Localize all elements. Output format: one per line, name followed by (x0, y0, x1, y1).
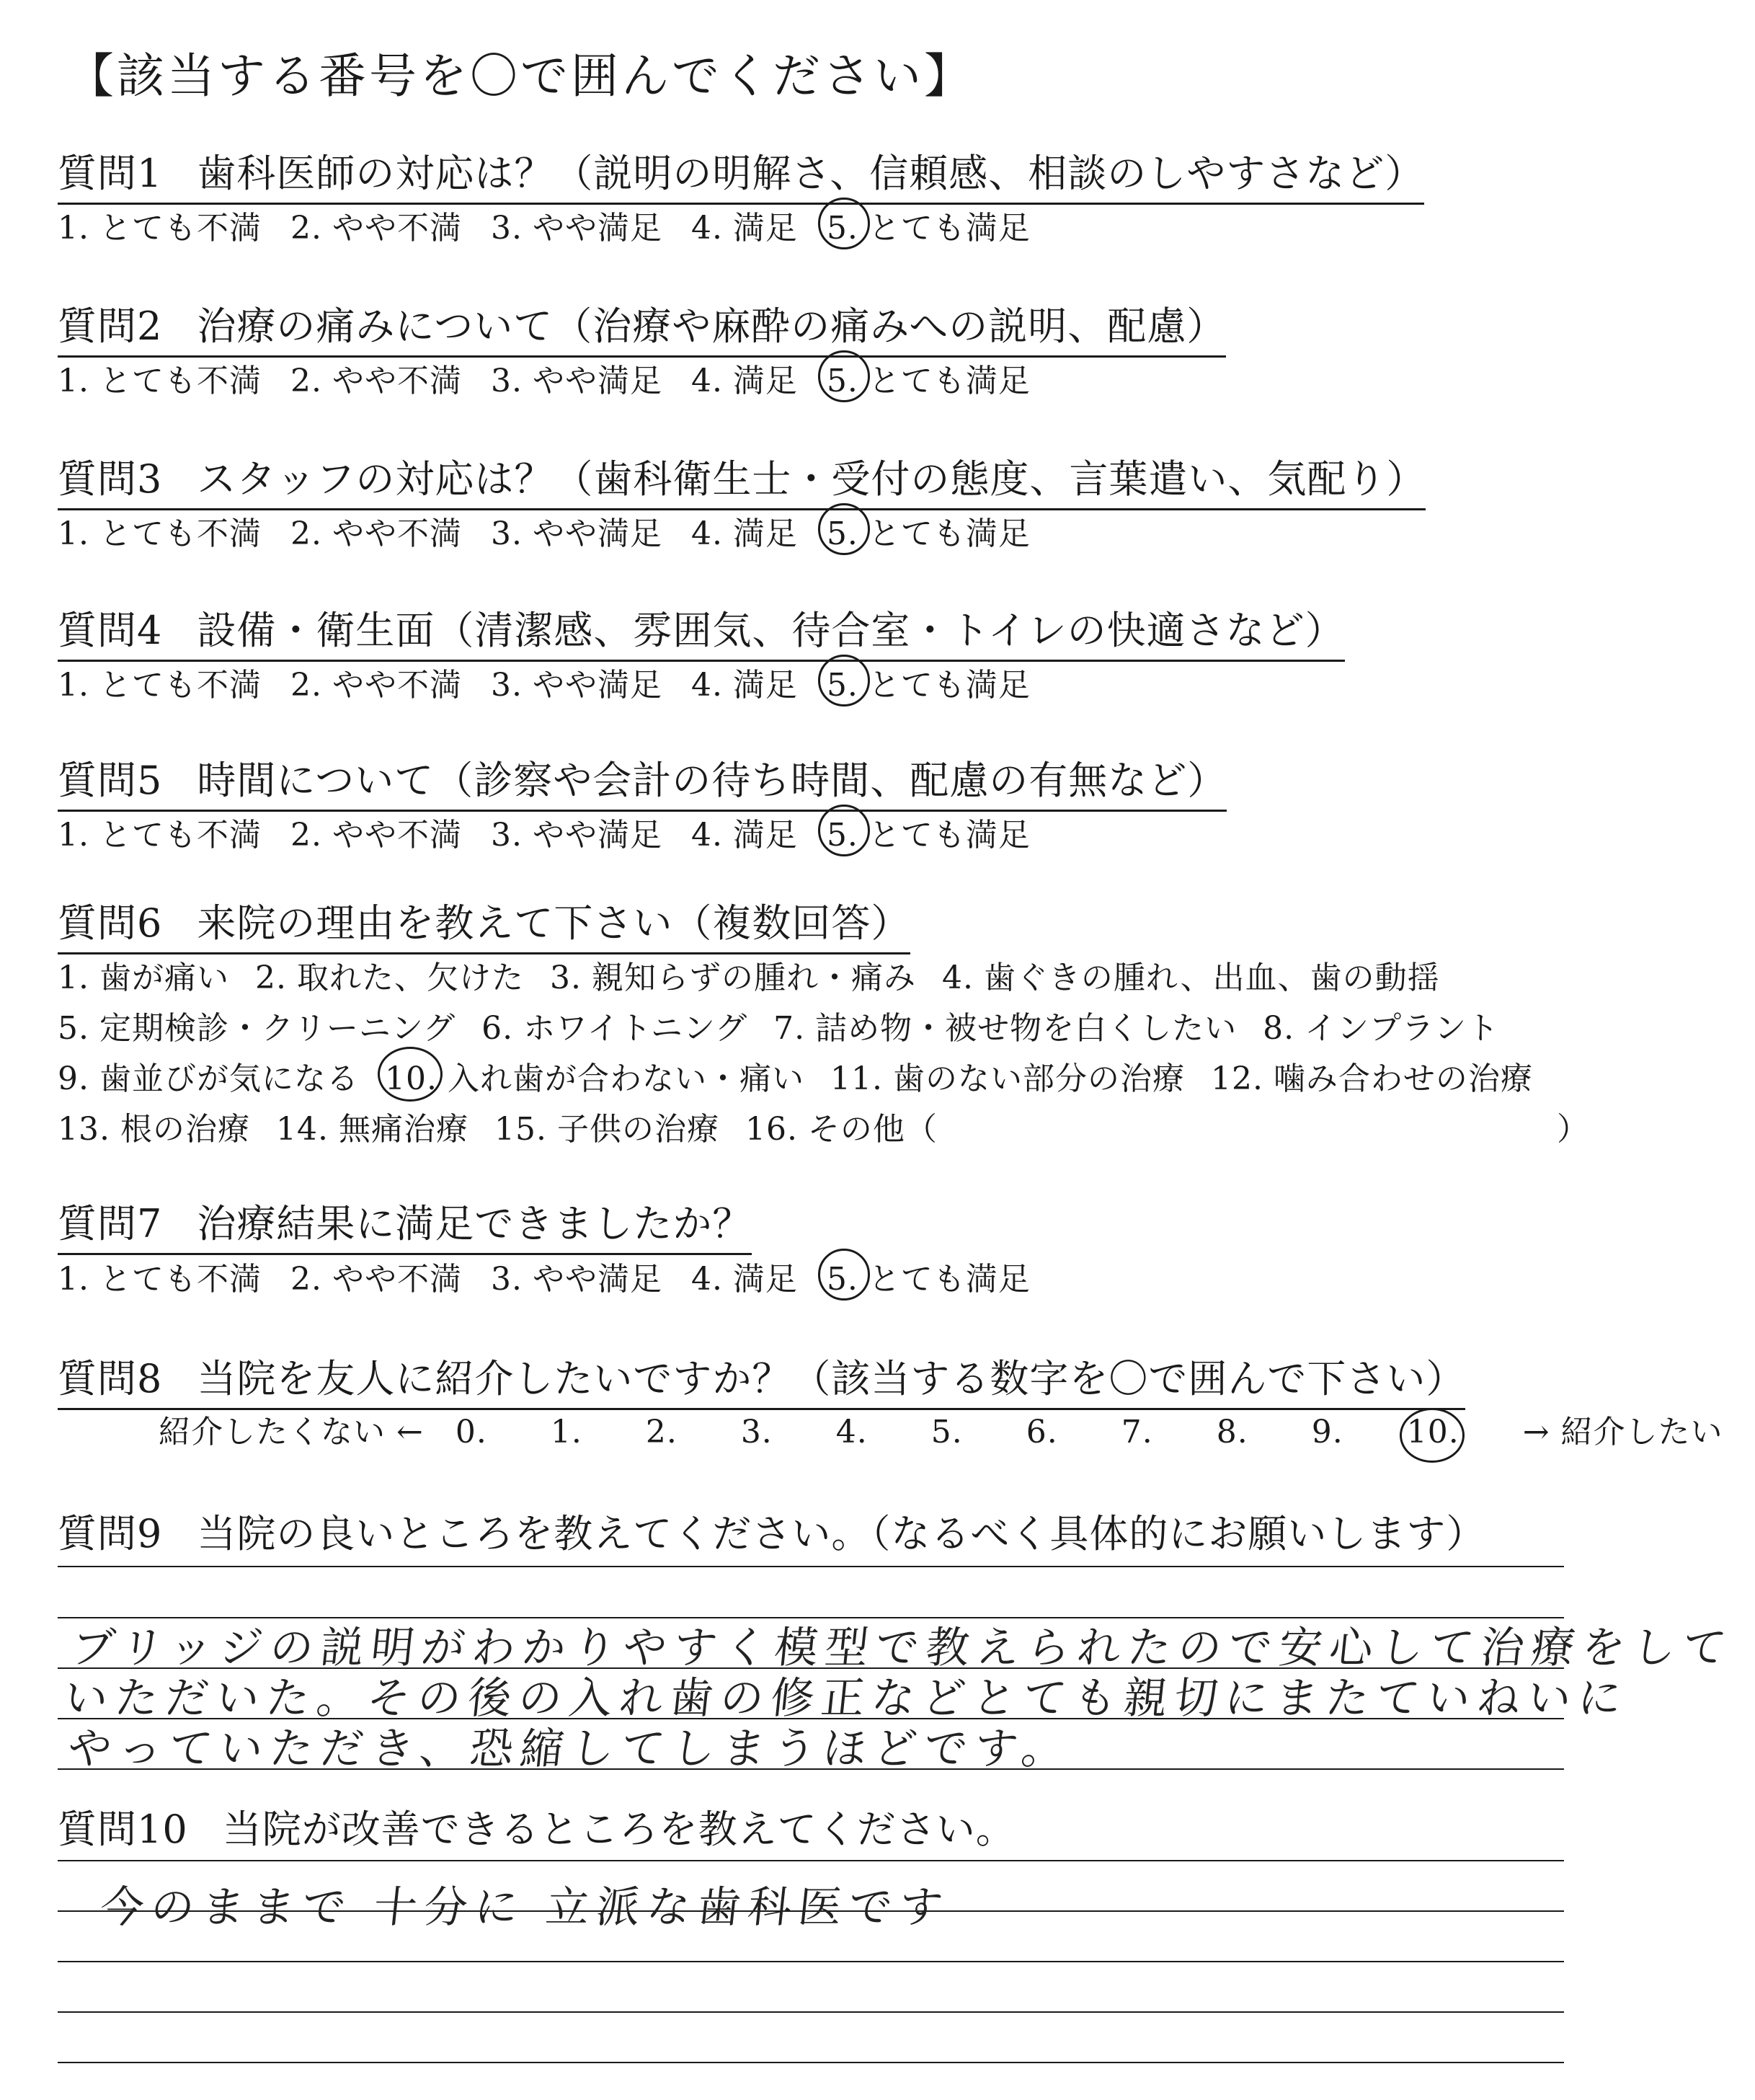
scale-value (1407, 1414, 1491, 1450)
option-label: 定期検診・クリーニング (99, 1010, 456, 1047)
option-number: 5. (826, 515, 858, 552)
question-2-options (58, 355, 1059, 401)
q9-answer-line-2: いただいた。その後の入れ歯の修正などとても親切にまたていねいに (61, 1673, 1632, 1724)
question-number: 質問6 (58, 900, 163, 946)
question-9-heading (58, 1503, 1485, 1563)
rating-option (491, 355, 662, 401)
option-number: 12. (1210, 1060, 1263, 1097)
option-number: 4. (690, 210, 723, 247)
rating-option (290, 202, 462, 248)
option-label: やや不満 (332, 363, 462, 399)
option-number: 5. (826, 1261, 858, 1298)
scale-number: 1. (550, 1414, 582, 1450)
rating-option (491, 508, 662, 554)
scale-value (1121, 1414, 1185, 1450)
option-label: 満足 (732, 817, 798, 854)
option-number: 4. (941, 960, 974, 996)
rating-option (827, 659, 1031, 705)
scale-number: 10. (1406, 1414, 1459, 1450)
option-number: 3. (490, 210, 523, 247)
rating-option (827, 355, 1031, 401)
option-number: 2. (254, 960, 287, 996)
question-text: 当院が改善できるところを教えてください。 (222, 1807, 1016, 1852)
answer-rule (58, 1961, 1564, 1962)
question-text: 治療結果に満足できましたか？ (197, 1201, 752, 1246)
option-label: 歯ぐきの腫れ、出血、歯の動揺 (983, 960, 1440, 996)
scale-value (646, 1414, 709, 1450)
referral-scale (159, 1406, 1755, 1452)
other-close-paren: ） (1557, 1111, 1589, 1148)
option-number: 4. (690, 817, 723, 854)
option-label: ホワイトニング (523, 1010, 748, 1047)
option-number: 4. (690, 363, 723, 399)
reason-row (58, 1053, 1559, 1099)
option-label: 入れ歯が合わない・痛い (447, 1060, 804, 1097)
scale-number: 4. (835, 1414, 868, 1450)
question-7-options (58, 1253, 1059, 1299)
scale-value (1312, 1414, 1375, 1450)
option-number: 2. (290, 667, 322, 704)
option-label: やや不満 (332, 817, 462, 854)
option-label: 満足 (732, 210, 798, 247)
option-number: 3. (490, 817, 523, 854)
rating-option (691, 1253, 798, 1299)
option-label: やや不満 (332, 667, 462, 704)
option-number: 4. (690, 1261, 723, 1298)
option-number: 1. (58, 817, 89, 854)
option-label: やや不満 (332, 515, 462, 552)
option-number: 1. (58, 1261, 89, 1298)
option-number: 16. (745, 1111, 798, 1148)
reason-option (58, 1002, 456, 1048)
rating-option (827, 508, 1031, 554)
question-2-heading (58, 296, 1226, 358)
reason-option (255, 952, 524, 998)
question-8-heading (58, 1348, 1465, 1410)
option-label: とても不満 (99, 363, 262, 399)
option-label: 満足 (732, 363, 798, 399)
option-label: 親知らずの腫れ・痛み (591, 960, 916, 996)
option-label: とても不満 (99, 817, 262, 854)
question-number: 質問4 (58, 608, 163, 653)
option-label: とても満足 (868, 1261, 1031, 1298)
option-number: 3. (490, 1261, 523, 1298)
scale-value (931, 1414, 995, 1450)
scale-value (1217, 1414, 1280, 1450)
q9-answer-line-1: ブリッジの説明がわかりやすく模型で教えられたので安心して治療をして (68, 1623, 1736, 1673)
rating-option (290, 809, 462, 855)
reason-row (58, 952, 1466, 998)
rating-option (691, 355, 798, 401)
question-text: スタッフの対応は？（歯科衛生士・受付の態度、言葉遣い、気配り） (197, 456, 1426, 502)
reason-option (942, 952, 1440, 998)
option-number: 2. (290, 210, 322, 247)
option-number: 11. (830, 1060, 883, 1097)
option-label: とても満足 (868, 363, 1031, 399)
scale-value (1026, 1414, 1090, 1450)
option-number: 1. (58, 210, 89, 247)
option-number: 8. (1263, 1010, 1295, 1047)
scale-value (456, 1414, 519, 1450)
option-label: インプラント (1305, 1010, 1500, 1047)
option-label: やや満足 (532, 1261, 662, 1298)
reason-option (550, 952, 916, 998)
scale-number: 3. (740, 1414, 773, 1450)
question-3-options (58, 508, 1059, 554)
option-number: 2. (290, 1261, 322, 1298)
option-number: 5. (826, 667, 858, 704)
scale-value (551, 1414, 614, 1450)
option-label: 満足 (732, 667, 798, 704)
question-text: 当院を友人に紹介したいですか？（該当する数字を〇で囲んで下さい） (197, 1356, 1466, 1401)
rating-option (58, 355, 262, 401)
reason-row (58, 1002, 1525, 1048)
question-1-heading (58, 143, 1424, 205)
rating-option (827, 202, 1031, 248)
reason-option (773, 1002, 1237, 1048)
scale-number: 5. (930, 1414, 963, 1450)
option-label: とても満足 (868, 210, 1031, 247)
option-label: 詰め物・被せ物を白くしたい (815, 1010, 1238, 1047)
scale-number: 6. (1026, 1414, 1058, 1450)
rating-option (491, 659, 662, 705)
reason-option (1211, 1053, 1533, 1099)
option-number: 5. (826, 363, 858, 399)
question-5-options (58, 809, 1059, 855)
question-number: 質問10 (58, 1807, 188, 1852)
reason-option (58, 1103, 250, 1149)
answer-rule (58, 2011, 1564, 2013)
option-number: 3. (490, 515, 523, 552)
option-number: 1. (58, 667, 89, 704)
option-label: 子供の治療 (556, 1111, 719, 1148)
question-number: 質問7 (58, 1201, 163, 1246)
rating-option (827, 1253, 1031, 1299)
scale-value (741, 1414, 804, 1450)
rating-option (290, 355, 462, 401)
reason-row (58, 1103, 964, 1149)
reason-option (745, 1103, 938, 1149)
reason-option (58, 952, 229, 998)
option-label: とても不満 (99, 515, 262, 552)
option-label: 噛み合わせの治療 (1273, 1060, 1533, 1097)
option-label: とても満足 (868, 817, 1031, 854)
option-label: 満足 (732, 1261, 798, 1298)
option-label: やや満足 (532, 515, 662, 552)
rating-option (827, 809, 1031, 855)
option-label: 歯並びが気になる (99, 1060, 359, 1097)
option-number: 15. (494, 1111, 547, 1148)
answer-rule (58, 1860, 1564, 1861)
rating-option (691, 659, 798, 705)
rating-option (58, 508, 262, 554)
option-label: やや満足 (532, 817, 662, 854)
option-number: 3. (490, 363, 523, 399)
scale-number: 9. (1311, 1414, 1343, 1450)
option-number: 13. (58, 1111, 110, 1148)
question-10-heading (58, 1799, 1016, 1858)
option-label: その他（ (807, 1111, 938, 1148)
option-number: 7. (773, 1010, 806, 1047)
option-label: 取れた、欠けた (296, 960, 524, 996)
rating-option (290, 659, 462, 705)
q9-answer-line-3: やっていただき、恐縮してしまうほどです。 (65, 1724, 1075, 1774)
form-title: 【該当する番号を〇で囲んでください】 (66, 48, 974, 104)
option-number: 1. (58, 960, 89, 996)
rating-option (58, 659, 262, 705)
option-number: 5. (58, 1010, 89, 1047)
scale-right-label: → 紹介したい (1522, 1414, 1723, 1450)
question-number: 質問2 (58, 304, 163, 349)
option-label: やや満足 (532, 363, 662, 399)
option-label: とても不満 (99, 667, 262, 704)
option-number: 5. (826, 817, 858, 854)
question-3-heading (58, 448, 1426, 510)
scale-number: 7. (1121, 1414, 1153, 1450)
question-number: 質問9 (58, 1511, 163, 1556)
option-label: とても不満 (99, 210, 262, 247)
rating-option (491, 202, 662, 248)
rating-option (290, 508, 462, 554)
scale-number: 2. (645, 1414, 677, 1450)
option-number: 9. (58, 1060, 89, 1097)
option-label: 歯のない部分の治療 (892, 1060, 1185, 1097)
option-number: 5. (826, 210, 858, 247)
scale-number: 0. (455, 1414, 487, 1450)
option-number: 2. (290, 515, 322, 552)
option-number: 2. (290, 363, 322, 399)
question-number: 質問8 (58, 1356, 163, 1401)
rating-option (491, 1253, 662, 1299)
question-text: 設備・衛生面（清潔感、雰囲気、待合室・トイレの快適さなど） (197, 608, 1345, 653)
question-6-heading (58, 892, 910, 954)
question-4-options (58, 659, 1059, 705)
option-number: 14. (275, 1111, 329, 1148)
question-text: 時間について（診察や会計の待ち時間、配慮の有無など） (197, 758, 1227, 803)
scale-value (836, 1414, 899, 1450)
option-number: 10. (384, 1060, 437, 1097)
option-number: 1. (58, 363, 89, 399)
rating-option (58, 809, 262, 855)
question-number: 質問1 (58, 151, 163, 196)
option-label: 無痛治療 (338, 1111, 468, 1148)
reason-option (58, 1053, 359, 1099)
reason-option (481, 1002, 747, 1048)
rating-option (691, 809, 798, 855)
question-5-heading (58, 750, 1227, 812)
question-text: 当院の良いところを教えてください。（なるべく具体的にお願いします） (197, 1511, 1486, 1556)
option-number: 3. (490, 667, 523, 704)
rating-option (58, 1253, 262, 1299)
question-1-options (58, 202, 1059, 248)
reason-option (494, 1103, 719, 1149)
answer-rule (58, 2062, 1564, 2063)
scale-left-label: 紹介したくない ← (159, 1414, 424, 1450)
rating-option (491, 809, 662, 855)
option-number: 2. (290, 817, 322, 854)
question-4-heading (58, 600, 1345, 662)
q10-answer-line-1: 今のままで 十分に 立派な歯科医です (97, 1882, 953, 1933)
reason-option (1263, 1002, 1499, 1048)
rating-option (691, 508, 798, 554)
option-label: 根の治療 (120, 1111, 250, 1148)
question-7-heading (58, 1193, 752, 1255)
option-label: とても不満 (99, 1261, 262, 1298)
option-number: 4. (690, 515, 723, 552)
option-label: とても満足 (868, 515, 1031, 552)
rating-option (691, 202, 798, 248)
option-label: やや不満 (332, 210, 462, 247)
question-text: 来院の理由を教えて下さい（複数回答） (197, 900, 911, 946)
option-number: 6. (481, 1010, 514, 1047)
option-label: やや満足 (532, 667, 662, 704)
answer-rule (58, 1566, 1564, 1567)
option-number: 3. (549, 960, 582, 996)
question-number: 質問5 (58, 758, 163, 803)
reason-option (385, 1053, 804, 1099)
scale-number: 8. (1216, 1414, 1248, 1450)
option-label: やや満足 (532, 210, 662, 247)
option-label: 歯が痛い (99, 960, 229, 996)
rating-option (290, 1253, 462, 1299)
reason-option (830, 1053, 1185, 1099)
option-label: とても満足 (868, 667, 1031, 704)
option-label: やや不満 (332, 1261, 462, 1298)
rating-option (58, 202, 262, 248)
question-text: 治療の痛みについて（治療や麻酔の痛みへの説明、配慮） (197, 304, 1227, 349)
question-number: 質問3 (58, 456, 163, 502)
option-label: 満足 (732, 515, 798, 552)
question-text: 歯科医師の対応は？（説明の明解さ、信頼感、相談のしやすさなど） (197, 151, 1425, 196)
option-number: 1. (58, 515, 89, 552)
reason-option (276, 1103, 468, 1149)
option-number: 4. (690, 667, 723, 704)
